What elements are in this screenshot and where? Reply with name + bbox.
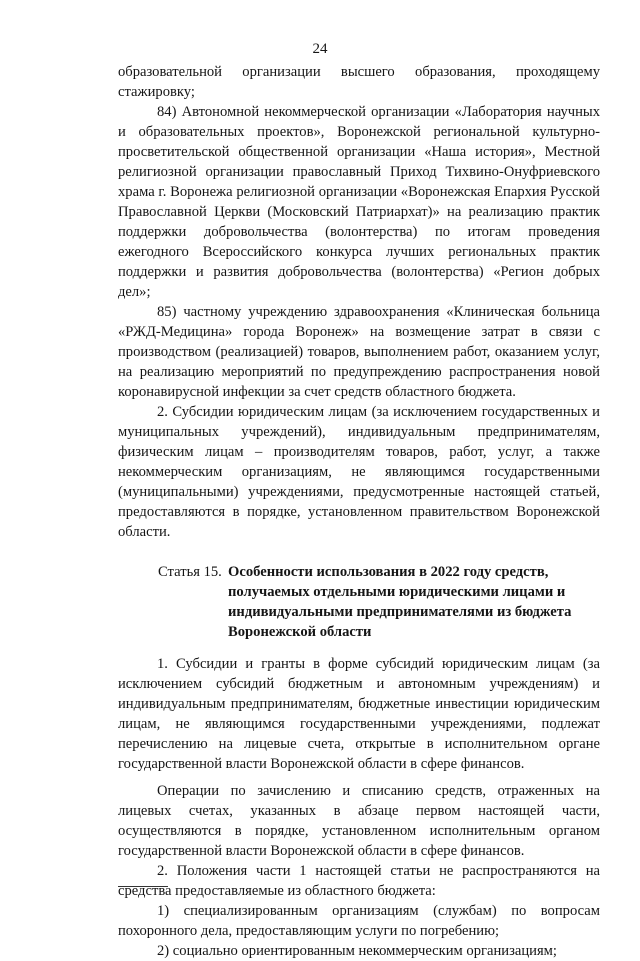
footnote-divider — [118, 886, 168, 887]
document-body — [118, 62, 600, 961]
article-heading — [118, 562, 600, 642]
article-list-item-2: 2) социально ориентированным некоммерческим организациям; — [157, 943, 557, 959]
article-list-item-1: 1) специализированным организациям (службам) по вопросам похоронного дела, предоставляющим услуги по погребению; — [118, 903, 600, 939]
paragraph-item-85: 85) частному учреждению здравоохранения «Клиническая больница «РЖД-Медицина» города Воронеж» на возмещение затрат в связи с производством (реализацией) товаров, выполнением работ, оказанием услуг, на реализацию мероприятий по предупреждению распространения новой коронавирусной инфекции за счет средств областного бюджета. — [118, 304, 600, 400]
page-number: 24 — [312, 41, 328, 57]
article-paragraph-part-1: 1. Субсидии и гранты в форме субсидий юридическим лицам (за исключением субсидий бюджетным и автономным учреждениям) и индивидуальным предпринимателям, бюджетные инвестиции юридическим лицам, не являющимся государственными учреждениями, подлежат перечислению на лицевые счета, открытые в исполнительном органе государственной власти Воронежской области в сфере финансов. — [118, 656, 600, 772]
paragraph-part-2: 2. Субсидии юридическим лицам (за исключением государственных и муниципальных учреждений), индивидуальным предпринимателям, физическим лицам – производителям товаров, работ, услуг, а также некоммерческим организациям, не являющимся государственными (муниципальными) учреждениями, предусмотренные настоящей статьей, предоставляются в порядке, установленном правительством Воронежской области. — [118, 404, 600, 540]
article-title: Особенности использования в 2022 году средств, получаемых отдельными юридическими лицами и индивидуальными предпринимателями из бюджета Воронежской области — [228, 564, 572, 640]
article-label: Статья 15. — [158, 564, 222, 580]
paragraph-continuation: образовательной организации высшего образования, проходящему стажировку; — [118, 64, 600, 100]
article-paragraph-operations: Операции по зачислению и списанию средств, отраженных на лицевых счетах, указанных в абзаце первом настоящей части, осуществляются в порядке, установленном исполнительным органом государственной власти Воронежской области в сфере финансов. — [118, 783, 600, 859]
article-paragraph-part-2: 2. Положения части 1 настоящей статьи не распространяются на средства предоставляемые из областного бюджета: — [118, 863, 600, 899]
paragraph-item-84: 84) Автономной некоммерческой организации «Лаборатория научных и образовательных проектов», Воронежской региональной культурно-просветительской общественной организации «Наша история», Местной религиозной организации православный Приход Тихвино-Онуфриевского храма г. Воронежа религиозной организации «Воронежская Епархия Русской Православной Церкви (Московский Патриархат)» на реализацию практик поддержки добровольчества (волонтерства) по итогам проведения ежегодного Всероссийского конкурса лучших региональных практик поддержки и развития добровольчества (волонтерства) «Регион добрых дел»; — [118, 104, 600, 300]
